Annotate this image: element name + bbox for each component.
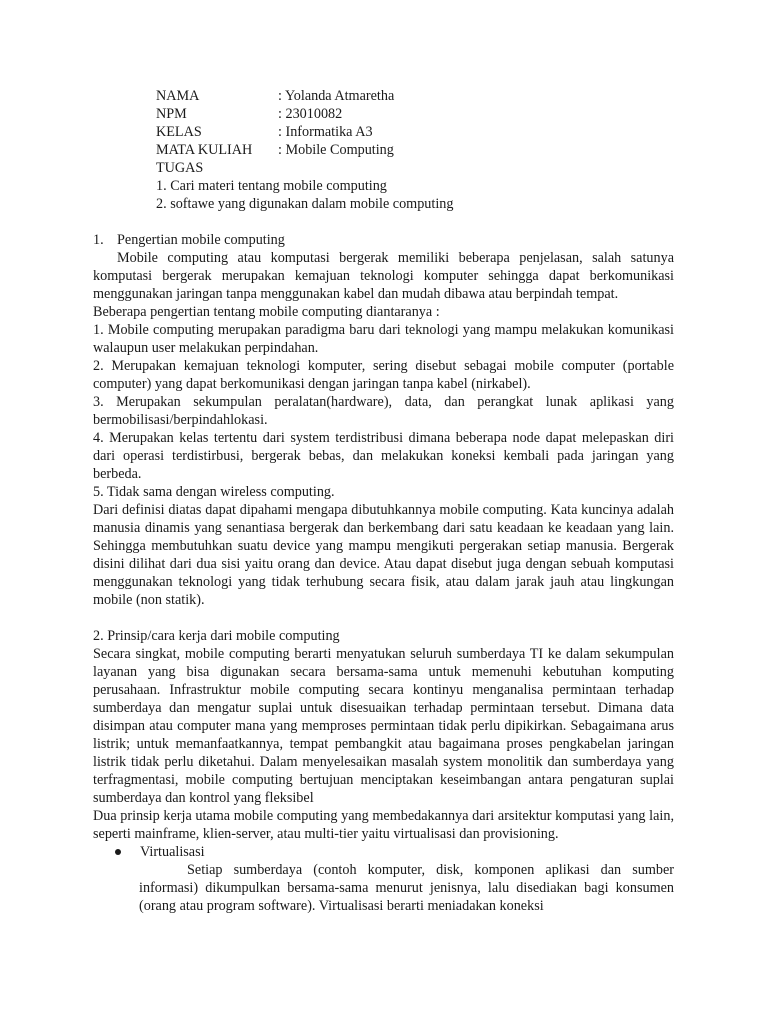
bullet-text: Setiap sumberdaya (contoh komputer, disk, komponen aplikasi dan sumber informasi) dikumpulkan bersama-sama menurut jenisnya, lalu disediakan bagi konsumen (orang atau program software). Virtualisasi berarti meniadakan koneksi <box>139 862 674 914</box>
info-value: : 23010082 <box>278 106 343 122</box>
definition-item: 2. Merupakan kemajuan teknologi komputer, sering disebut sebagai mobile computer (portable computer) yang dapat berkomunikasi dengan jaringan tanpa kabel (nirkabel). <box>93 358 674 392</box>
info-label: KELAS <box>156 124 202 140</box>
info-label: NAMA <box>156 88 200 104</box>
section-1-intro: Mobile computing atau komputasi bergerak memiliki beberapa penjelasan, salah satunya komputasi bergerak merupakan kemajuan teknologi komputer sehingga dapat berkomunikasi menggunakan jaringan tanpa menggunakan kabel dan mudah dibawa atau berpindah tempat. <box>93 250 674 302</box>
bullet-label: Virtualisasi <box>140 844 205 860</box>
definition-item: 5. Tidak sama dengan wireless computing. <box>93 484 335 500</box>
tugas-label: TUGAS <box>156 160 204 176</box>
blank-line <box>93 609 674 627</box>
section-2-paragraph: Secara singkat, mobile computing berarti menyatukan seluruh sumberdaya TI ke dalam sekumpulan layanan yang bisa digunakan secara bersama-sama untuk memenuhi kebutuhan komputing perusahaan. Infrastruktur mobile computing secara kontinyu menganalisa permintaan terhadap sumberdaya dan mengatur suplai untuk disesuaikan terhadap permintaan tersebut. Dimana data disimpan atau computer mana yang memproses permintaan tidak perlu dipikirkan. Sebagaimana arus listrik; untuk memanfaatkannya, tempat pembangkit atau bagaimana proses pengkabelan jaringan listrik tidak perlu diketahui. Dalam menyelesaikan masalah system monolitik dan sumberdaya yang terfragmentasi, mobile computing bertujuan menciptakan keseimbangan antara pengaturan suplai sumberdaya dan kontrol yang fleksibel <box>93 646 674 806</box>
info-row-npm <box>156 105 716 123</box>
info-label: NPM <box>156 106 187 122</box>
bullet-body <box>139 861 674 915</box>
section-number: 1. <box>93 232 104 248</box>
definition-item: 3. Merupakan sekumpulan peralatan(hardware), data, dan perangkat lunak aplikasi yang bermobilisasi/berpindahlokasi. <box>93 394 674 428</box>
task-item: 1. Cari materi tentang mobile computing <box>156 178 387 194</box>
definition-list-intro: Beberapa pengertian tentang mobile computing diantaranya : <box>93 304 440 320</box>
section-1-heading <box>93 231 674 249</box>
info-value: : Yolanda Atmaretha <box>278 88 395 104</box>
section-title: Pengertian mobile computing <box>117 232 285 248</box>
info-row-mata-kuliah <box>156 141 716 159</box>
info-label: MATA KULIAH <box>156 142 253 158</box>
info-value: : Mobile Computing <box>278 142 394 158</box>
document-body <box>93 231 674 915</box>
bullet-dot-icon <box>115 849 121 855</box>
bullet-item-virtualisasi <box>115 843 674 861</box>
info-value: : Informatika A3 <box>278 124 373 140</box>
task-item: 2. softawe yang digunakan dalam mobile computing <box>156 196 454 212</box>
student-info-header <box>156 87 716 213</box>
info-row-nama <box>156 87 716 105</box>
section-2-heading: 2. Prinsip/cara kerja dari mobile computing <box>93 628 340 644</box>
definition-item: 4. Merupakan kelas tertentu dari system terdistribusi dimana beberapa node dapat melepaskan diri dari operasi terdistirbusi, bergerak bebas, dan melakukan koneksi kembali pada jaringan yang berbeda. <box>93 430 674 482</box>
section-1-conclusion: Dari definisi diatas dapat dipahami mengapa dibutuhkannya mobile computing. Kata kuncinya adalah manusia dinamis yang senantiasa bergerak dan berkembang dari satu keadaan ke keadaan yang lain. Sehingga membutuhkan suatu device yang mampu mengikuti pergerakan setiap manusia. Bergerak disini dilihat dari dua sisi yaitu orang dan device. Atau dapat disebut juga dengan sebuah komputasi menggunakan teknologi yang tidak terhubung secara fisik, atau dalam jarak jauh atau lingkungan mobile (non statik). <box>93 502 674 608</box>
definition-item: 1. Mobile computing merupakan paradigma baru dari teknologi yang mampu melakukan komunikasi walaupun user melakukan perpindahan. <box>93 322 674 356</box>
section-2-paragraph-2: Dua prinsip kerja utama mobile computing yang membedakannya dari arsitektur komputasi yang lain, seperti mainframe, klien-server, atau multi-tier yaitu virtualisasi dan provisioning. <box>93 808 674 842</box>
info-row-kelas <box>156 123 716 141</box>
